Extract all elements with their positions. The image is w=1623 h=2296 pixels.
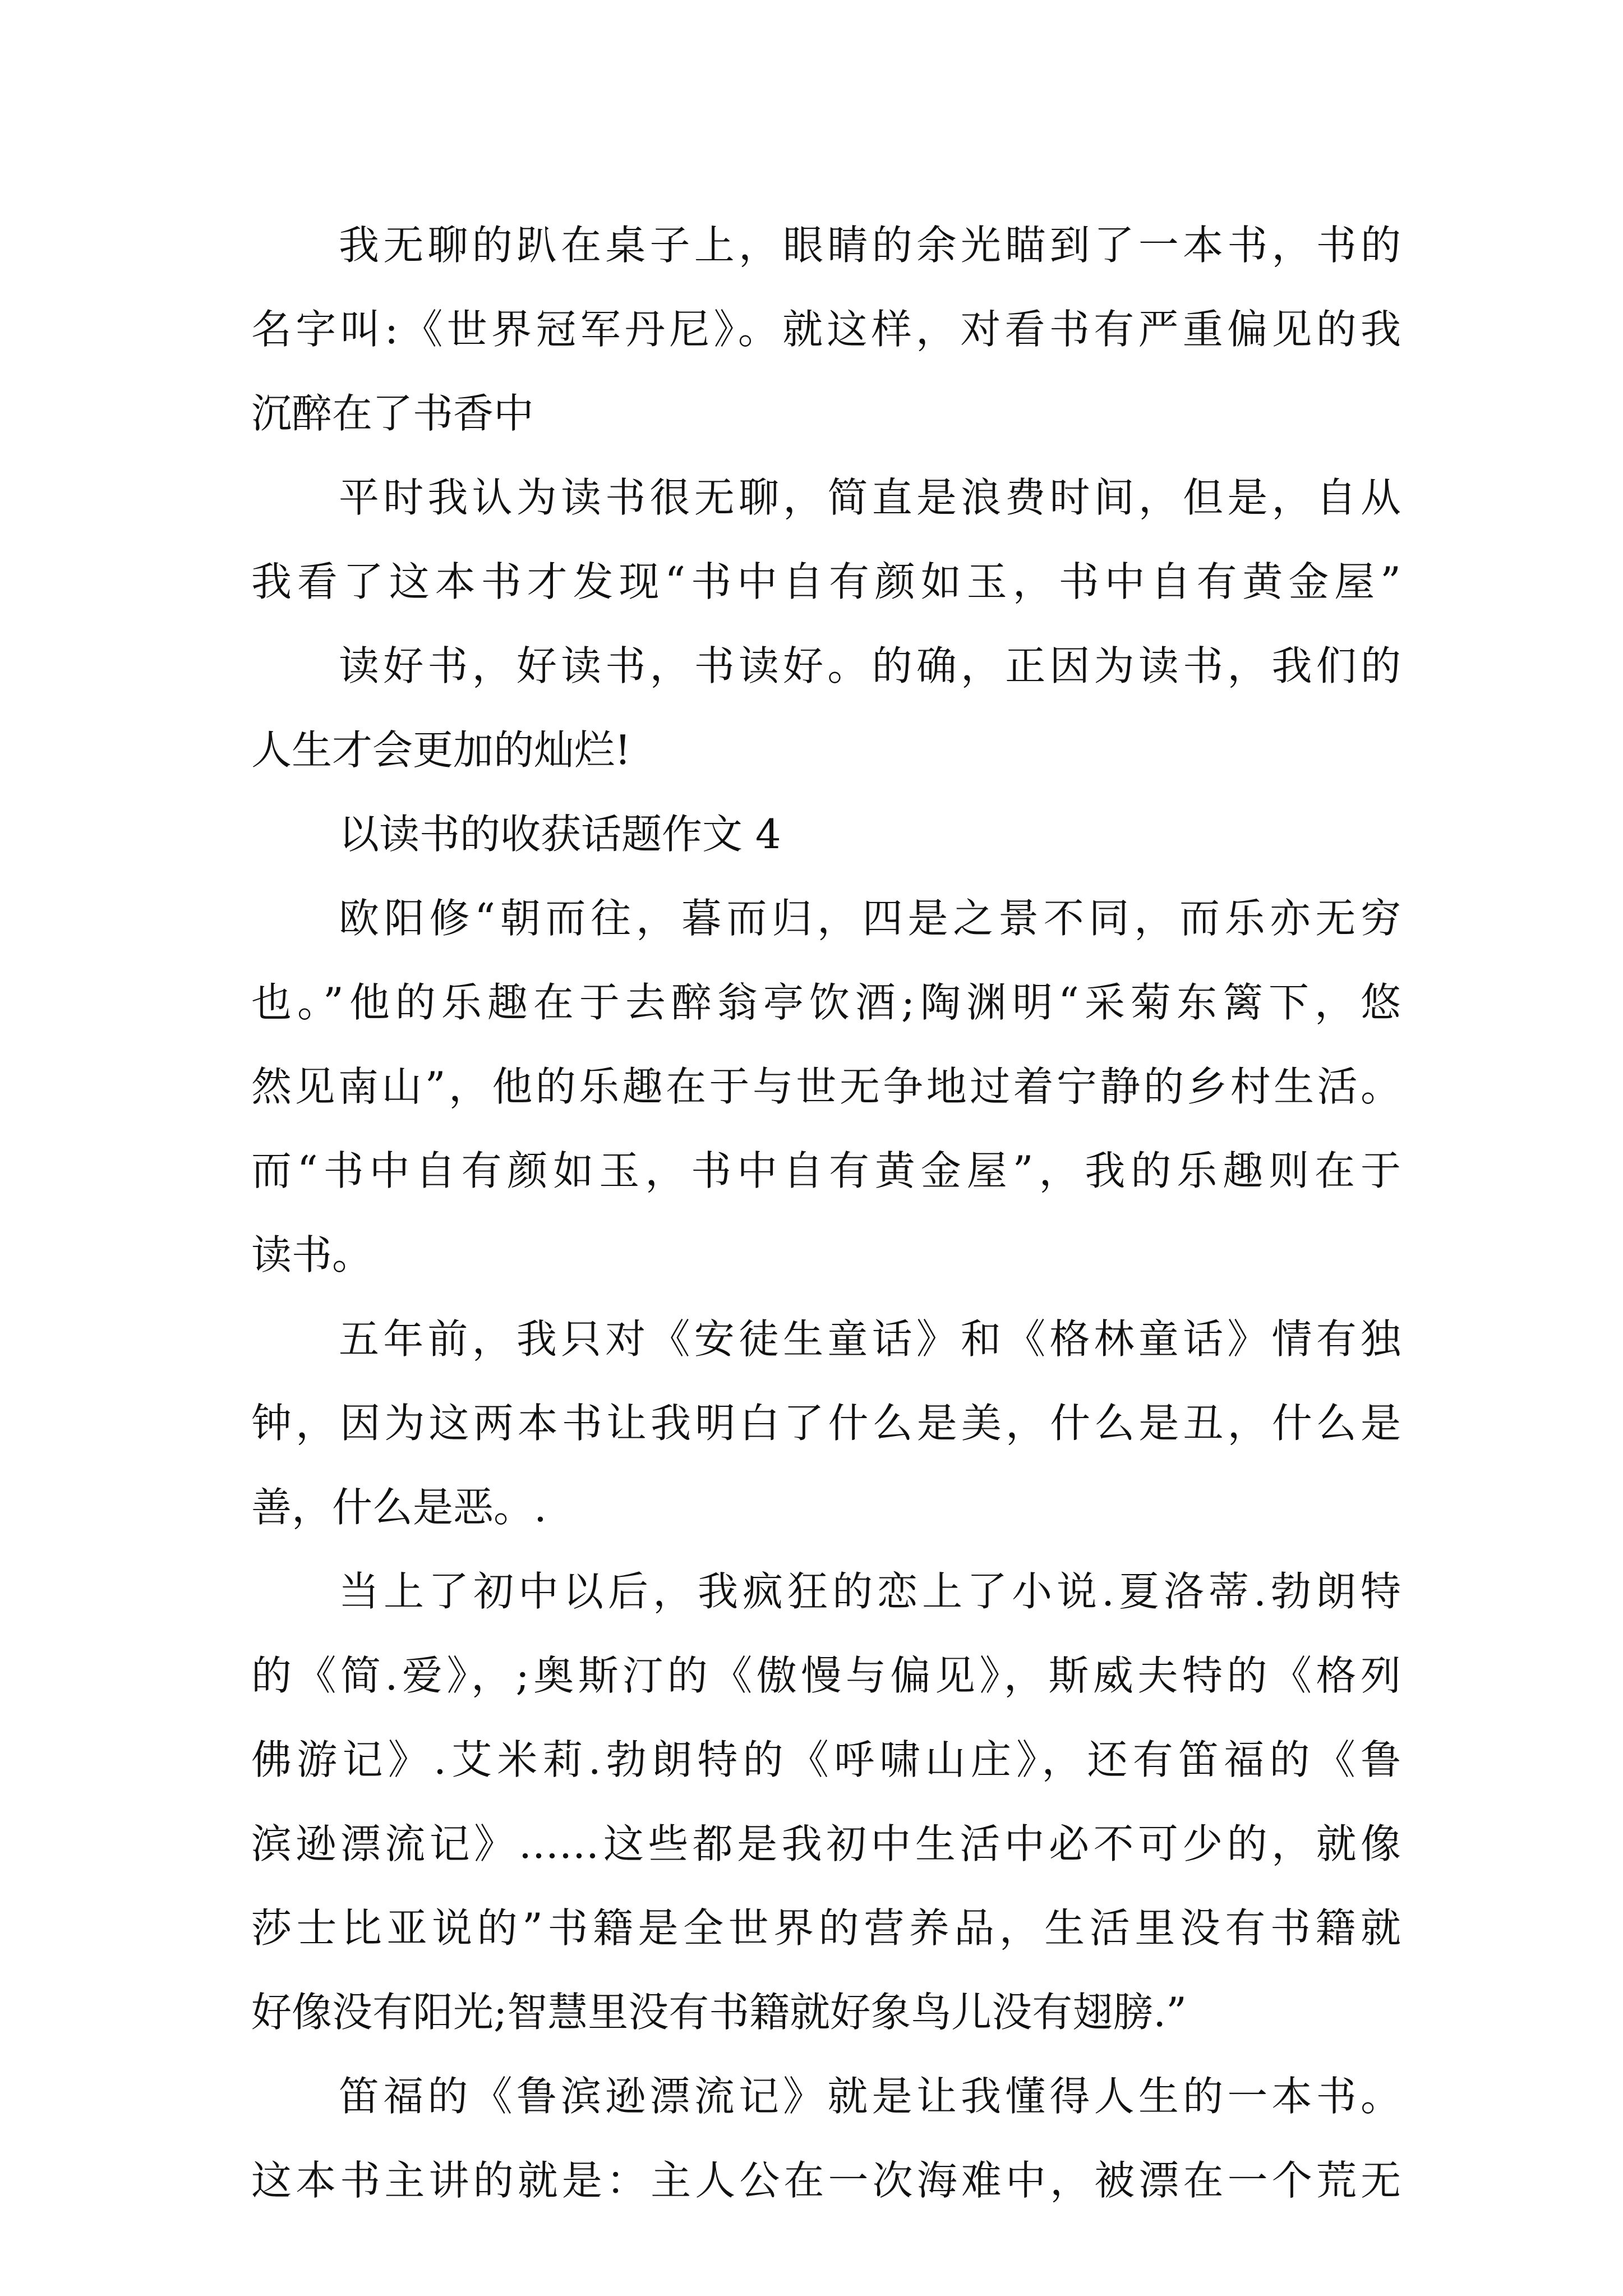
text-line: 的《简.爱》，;奥斯汀的《傲慢与偏见》，斯威夫特的《格列 [251, 1652, 1401, 1699]
text-line: 当上了初中以后，我疯狂的恋上了小说.夏洛蒂.勃朗特 [339, 1568, 1401, 1615]
text-line: 钟，因为这两本书让我明白了什么是美，什么是丑，什么是 [251, 1400, 1401, 1447]
text-line: 我无聊的趴在桌子上，眼睛的余光瞄到了一本书，书的 [339, 222, 1401, 269]
text-line: 这本书主讲的就是：主人公在一次海难中，被漂在一个荒无 [251, 2157, 1401, 2204]
text-line: 好像没有阳光;智慧里没有书籍就好象鸟儿没有翅膀.” [251, 1989, 1187, 2036]
text-line: 名字叫:《世界冠军丹尼》。就这样，对看书有严重偏见的我 [251, 306, 1401, 353]
text-line: 然见南山”，他的乐趣在于与世无争地过着宁静的乡村生活。 [251, 1063, 1401, 1110]
text-line: 莎士比亚说的”书籍是全世界的营养品，生活里没有书籍就 [251, 1904, 1401, 1952]
text-line: 五年前，我只对《安徒生童话》和《格林童话》情有独 [339, 1315, 1401, 1363]
text-line: 滨逊漂流记》……这些都是我初中生活中必不可少的，就像 [251, 1820, 1401, 1867]
text-line: 佛游记》.艾米莉.勃朗特的《呼啸山庄》，还有笛福的《鲁 [251, 1736, 1401, 1783]
text-line: 人生才会更加的灿烂! [251, 726, 631, 774]
text-line: 读书。 [251, 1231, 373, 1278]
text-line: 善，什么是恶。. [251, 1484, 547, 1531]
text-line: 平时我认为读书很无聊，简直是浪费时间，但是，自从 [339, 474, 1401, 521]
text-line: 沉醉在了书香中 [251, 390, 534, 437]
text-line: 笛福的《鲁滨逊漂流记》就是让我懂得人生的一本书。 [339, 2073, 1401, 2120]
text-line: 读好书，好读书，书读好。的确，正因为读书，我们的 [339, 642, 1401, 689]
text-line: 而“书中自有颜如玉，书中自有黄金屋”，我的乐趣则在于 [251, 1147, 1401, 1194]
text-line: 欧阳修“朝而往，暮而归，四是之景不同，而乐亦无穷 [339, 895, 1401, 942]
section-heading: 以读书的收获话题作文 4 [339, 811, 781, 858]
text-line: 也。”他的乐趣在于去醉翁亭饮酒;陶渊明“采菊东篱下，悠 [251, 979, 1401, 1026]
text-line: 我看了这本书才发现“书中自有颜如玉，书中自有黄金屋” [251, 558, 1401, 605]
